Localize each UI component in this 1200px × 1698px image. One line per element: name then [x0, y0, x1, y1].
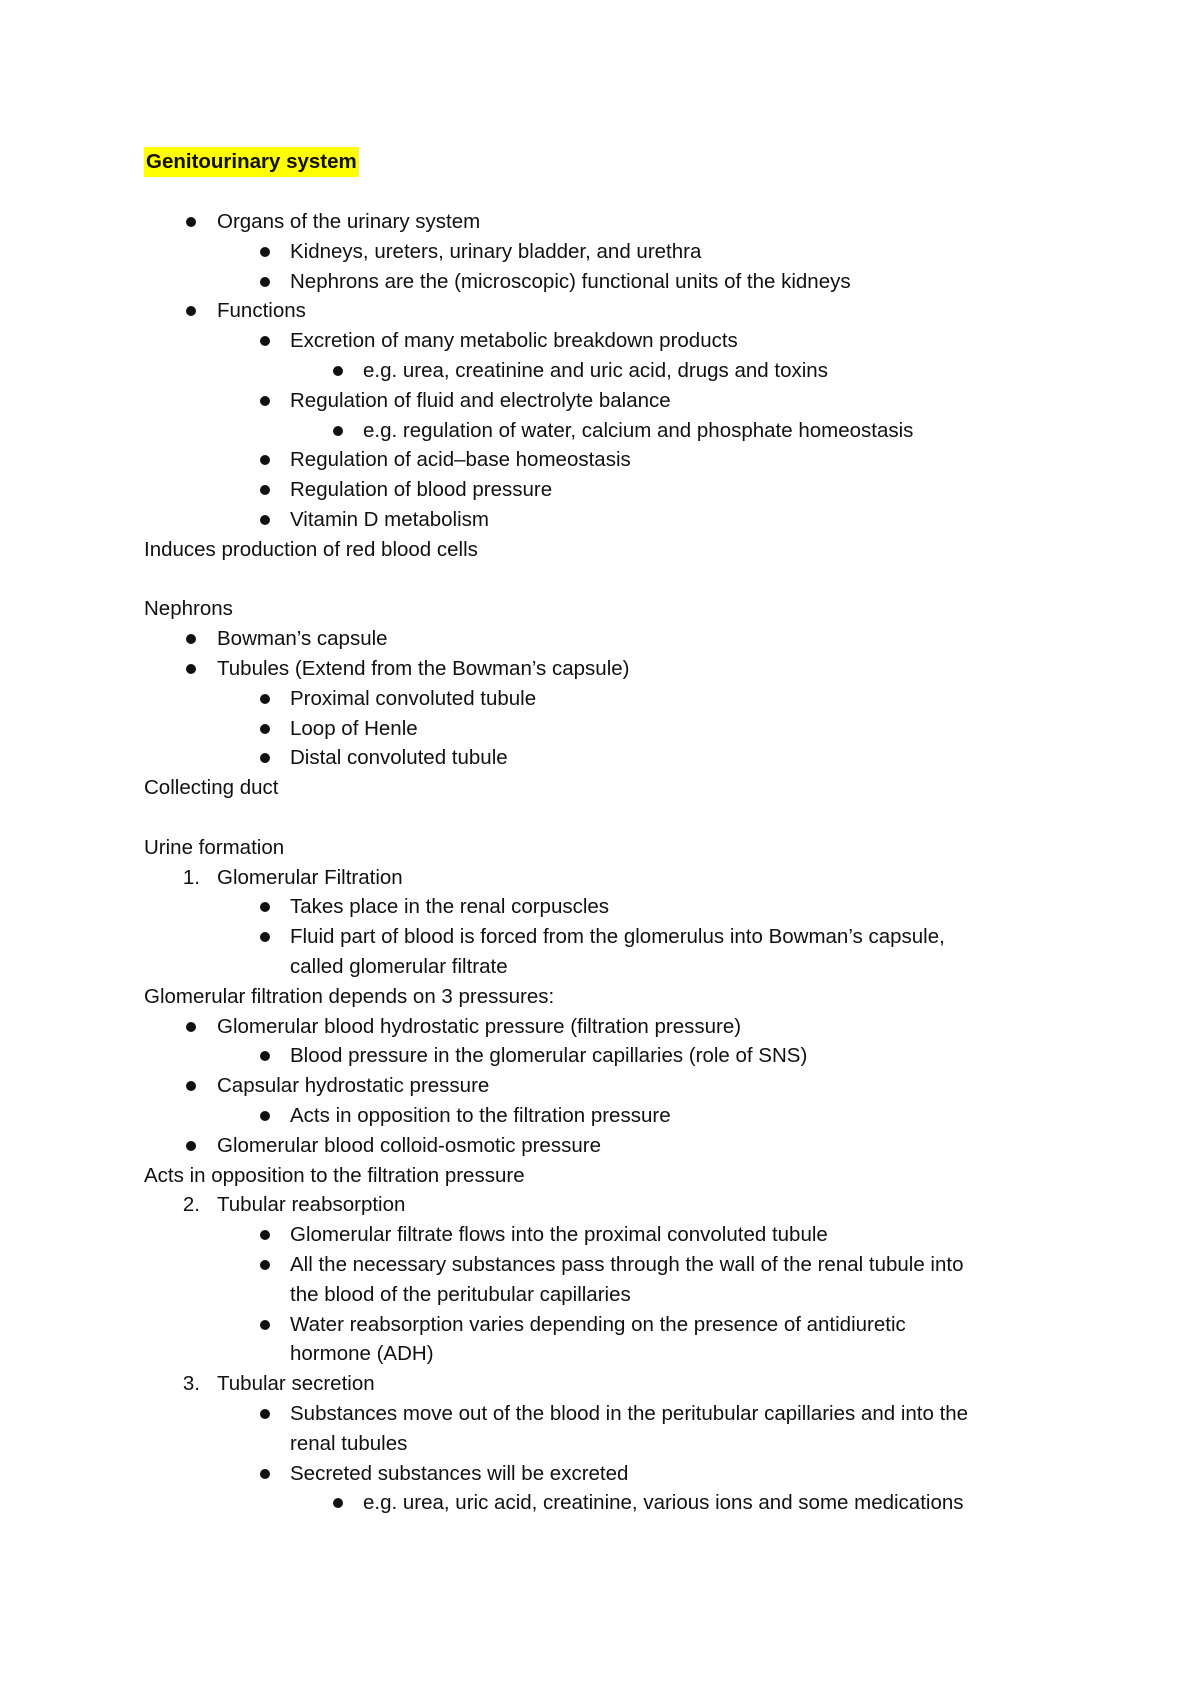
bullet-icon [260, 724, 270, 734]
line-text: Takes place in the renal corpuscles [290, 895, 610, 919]
line-text: Induces production of red blood cells [144, 537, 478, 561]
line-text: hormone (ADH) [290, 1342, 434, 1366]
line-text: renal tubules [290, 1431, 408, 1455]
document-title: Genitourinary system [144, 147, 359, 177]
bullet-icon [260, 277, 270, 287]
line-text: Regulation of blood pressure [290, 478, 553, 502]
line-text: Kidneys, ureters, urinary bladder, and urethra [290, 239, 702, 263]
bullet-icon [186, 1022, 196, 1032]
line-text: Regulation of acid–base homeostasis [290, 448, 631, 472]
line-text: Distal convoluted tubule [290, 746, 508, 770]
line-text: Acts in opposition to the filtration pressure [144, 1163, 525, 1187]
bullet-icon [186, 217, 196, 227]
bullet-icon [260, 336, 270, 346]
bullet-icon [186, 664, 196, 674]
list-number: 2. [182, 1193, 200, 1217]
bullet-icon [260, 694, 270, 704]
bullet-icon [260, 1320, 270, 1330]
line-text: Bowman’s capsule [217, 627, 388, 651]
line-text: Secreted substances will be excreted [290, 1461, 629, 1485]
line-text: Tubules (Extend from the Bowman’s capsule) [217, 657, 630, 680]
line-text: Proximal convoluted tubule [290, 686, 537, 710]
bullet-icon [186, 1141, 196, 1151]
bullet-icon [333, 426, 343, 436]
bullet-icon [260, 485, 270, 495]
bullet-icon [260, 753, 270, 763]
line-text: Excretion of many metabolic breakdown products [290, 329, 738, 353]
bullet-icon [186, 306, 196, 316]
line-text: Substances move out of the blood in the peritubular capillaries and into the [290, 1402, 969, 1425]
line-text: Functions [217, 299, 306, 323]
line-text: Glomerular filtrate flows into the proximal convoluted tubule [290, 1223, 828, 1247]
bullet-icon [260, 1111, 270, 1121]
bullet-icon [260, 902, 270, 912]
bullet-icon [260, 932, 270, 942]
line-text: Glomerular filtration depends on 3 pressures: [144, 984, 555, 1008]
bullet-icon [186, 1081, 196, 1091]
line-text: Loop of Henle [290, 716, 418, 740]
line-text: Glomerular blood colloid-osmotic pressure [217, 1133, 601, 1157]
bullet-icon [260, 247, 270, 257]
line-text: Regulation of fluid and electrolyte balance [290, 388, 671, 412]
line-text: Acts in opposition to the filtration pressure [290, 1104, 671, 1127]
bullet-icon [333, 1498, 343, 1508]
bullet-icon [260, 1230, 270, 1240]
bullet-icon [260, 455, 270, 465]
list-number: 1. [182, 865, 200, 889]
line-text: Vitamin D metabolism [290, 508, 489, 531]
line-text: Capsular hydrostatic pressure [217, 1074, 490, 1098]
line-text: Blood pressure in the glomerular capillaries (role of SNS) [290, 1044, 808, 1068]
line-text: the blood of the peritubular capillaries [290, 1282, 631, 1306]
line-text: called glomerular filtrate [290, 955, 508, 978]
bullet-icon [260, 1051, 270, 1061]
bullet-icon [260, 1260, 270, 1270]
bullet-icon [333, 366, 343, 376]
bullet-icon [260, 1469, 270, 1479]
line-text: Nephrons are the (microscopic) functional units of the kidneys [290, 269, 851, 293]
line-text: Glomerular blood hydrostatic pressure (filtration pressure) [217, 1014, 742, 1038]
line-text: All the necessary substances pass through the wall of the renal tubule into [290, 1253, 964, 1276]
line-text: Urine formation [144, 835, 285, 859]
line-text: Water reabsorption varies depending on the presence of antidiuretic [290, 1312, 906, 1336]
line-text: Glomerular Filtration [217, 865, 403, 889]
line-text: e.g. urea, creatinine and uric acid, drugs and toxins [363, 359, 828, 382]
line-text: Fluid part of blood is forced from the glomerulus into Bowman’s capsule, [290, 925, 945, 949]
bullet-icon [260, 515, 270, 525]
line-text: Tubular secretion [217, 1372, 375, 1396]
line-text: Nephrons [144, 597, 233, 621]
bullet-icon [260, 396, 270, 406]
line-text: e.g. urea, uric acid, creatinine, various ions and some medications [363, 1491, 964, 1515]
list-number: 3. [182, 1372, 200, 1396]
bullet-icon [260, 1409, 270, 1419]
bullet-icon [186, 634, 196, 644]
line-text: e.g. regulation of water, calcium and phosphate homeostasis [363, 418, 914, 442]
line-text: Collecting duct [144, 776, 279, 800]
line-text: Tubular reabsorption [217, 1193, 406, 1217]
line-text: Organs of the urinary system [217, 210, 481, 233]
